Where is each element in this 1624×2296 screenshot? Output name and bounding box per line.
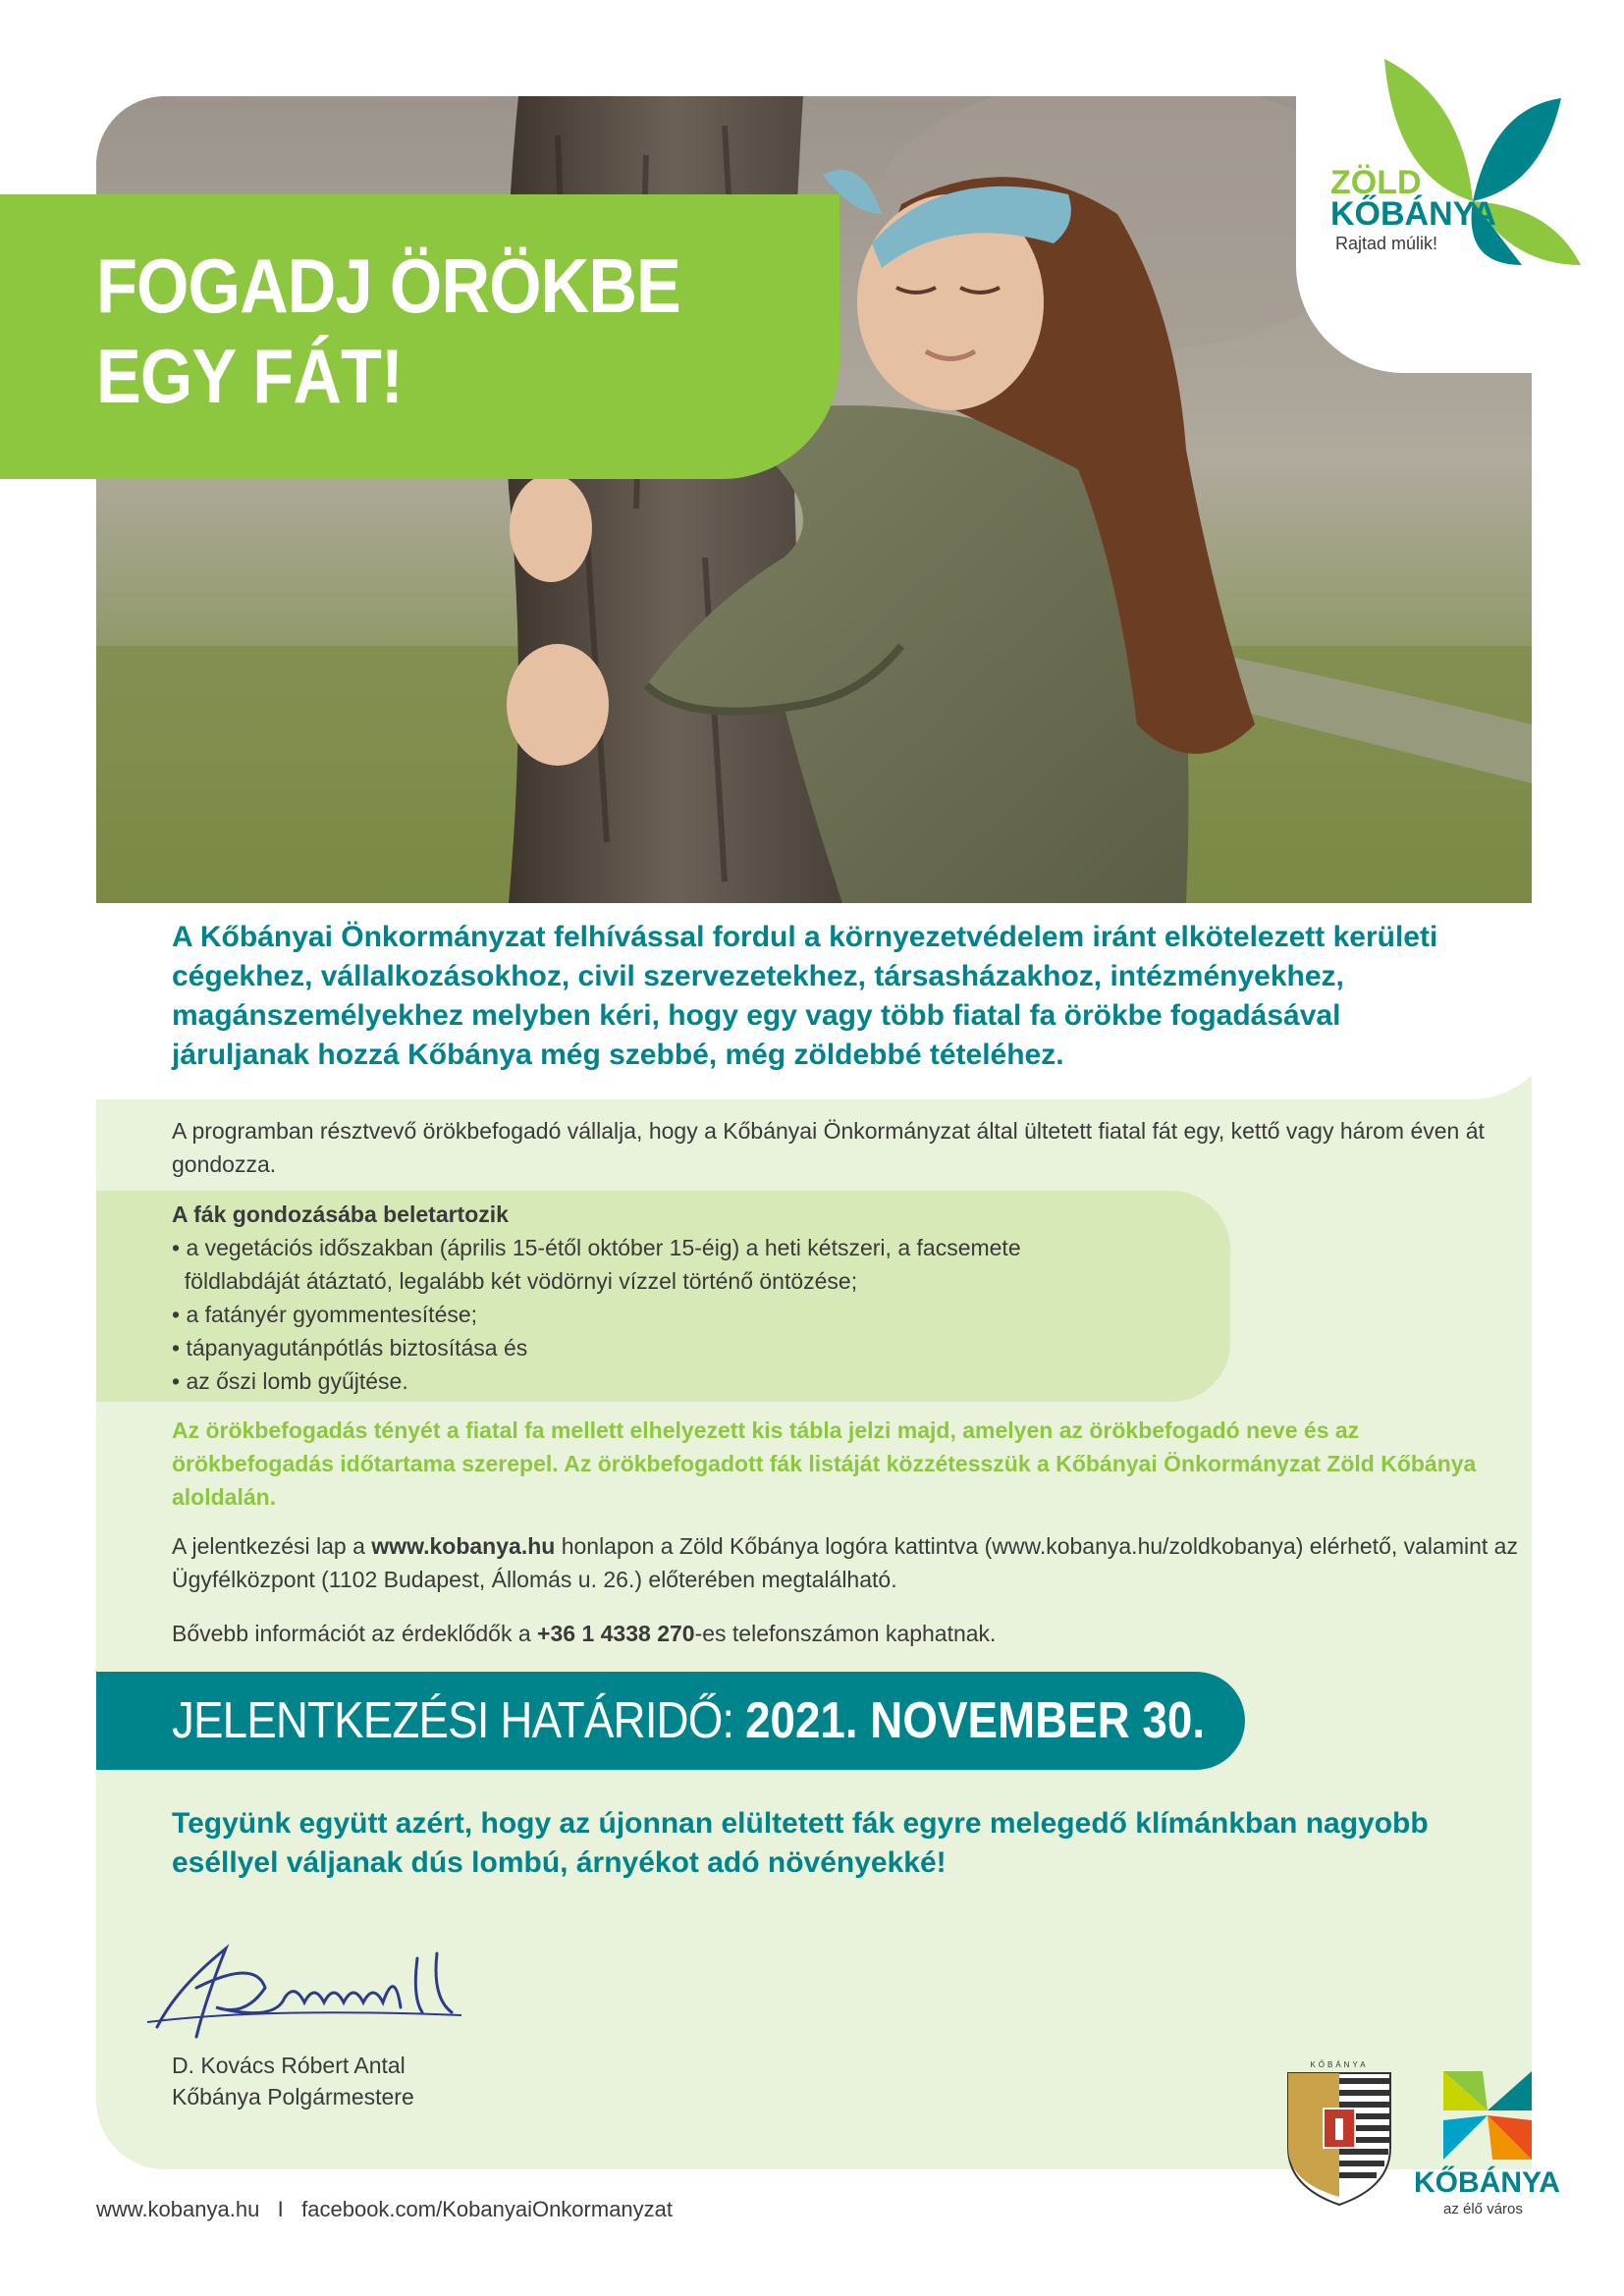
deadline-text [172,1690,1205,1751]
logo-tagline: Rajtad múlik! [1335,234,1438,253]
care-title: A fák gondozásába beletartozik [172,1201,509,1227]
title-line-1: FOGADJ ÖRÖKBE [96,242,680,329]
city-logo-name: KŐBÁNYA [1414,2166,1560,2199]
application-paragraph [172,1529,1527,1596]
info-paragraph [172,1617,1527,1650]
care-item: földlabdáját átáztató, legalább két vödörnyi vízzel történő öntözése; [172,1268,858,1294]
info-text-before: Bővebb információt az érdeklődők a [172,1621,538,1646]
info-text-after: -es telefonszámon kaphatnak. [694,1621,997,1646]
kobanya-coat-of-arms [1284,2059,1394,2207]
program-paragraph: A programban résztvevő örökbefogadó vállalja, hogy a Kőbányai Önkormányzat által ültetett fiatal fát egy, kettő vagy három éven át gondozza. [172,1118,1485,1177]
adoption-sign-paragraph: Az örökbefogadás tényét a fiatal fa mellett elhelyezett kis tábla jelzi majd, amelyen az örökbefogadó neve és az örökbefogadás időtartama szerepel. Az örökbefogadott fák listáját közzétesszük a Kőbányai Önkormányzat Zöld Kőbánya aloldalán. [172,1417,1477,1510]
deadline-date: 2021. NOVEMBER 30. [745,1692,1206,1749]
signer-title: Kőbánya Polgármestere [172,2084,414,2109]
crest-label: KŐBÁNYA [1310,2060,1369,2069]
logo-word-kobanya: KŐBÁNYA [1330,195,1496,233]
care-item: • az őszi lomb gyűjtése. [172,1368,408,1394]
page-title [96,240,719,421]
application-text-after: honlapon a Zöld Kőbánya logóra kattintva (www.kobanya.hu/zoldkobanya) elérhető, valamint az Ügyfélközpont (1102 Budapest, Állomás u. 26.) előterében megtalálható. [172,1533,1518,1592]
deadline-label: JELENTKEZÉSI HATÁRIDŐ: [172,1692,746,1749]
kobanya-city-logo [1434,2061,1542,2169]
footer-website-link[interactable]: www.kobanya.hu [96,2197,260,2221]
city-logo-tagline: az élő város [1443,2201,1523,2217]
closing-paragraph: Tegyünk együtt azért, hogy az újonnan elültetett fák egyre melegedő klímánkban nagyobb eséllyel váljanak dús lombú, árnyékot adó növényekké! [172,1807,1429,1879]
signer-block [172,2050,414,2112]
care-item: • a fatányér gyommentesítése; [172,1302,478,1327]
footer [96,2197,673,2222]
care-item: • a vegetációs időszakban (április 15-étől október 15-éig) a heti kétszeri, a facsemete [172,1235,1021,1260]
phone-number: +36 1 4338 270 [537,1621,695,1646]
care-item: • tápanyagutánpótlás biztosítása és [172,1335,528,1361]
title-line-2: EGY FÁT! [96,333,404,419]
website-link[interactable]: www.kobanya.hu [371,1533,556,1559]
logo-word-zold: ZÖLD [1330,164,1422,201]
intro-paragraph: A Kőbányai Önkormányzat felhívással fordul a környezetvédelem iránt elkötelezett kerületi cégekhez, vállalkozásokhoz, civil szervezetekhez, társasházakhoz, intézményekhez, magánszemélyekhez melyben kéri, hogy egy vagy több fiatal fa örökbe fogadásával járuljanak hozzá Kőbánya még szebbé, még zöldebbé tételéhez. [172,921,1438,1071]
application-text-before: A jelentkezési lap a [172,1533,372,1559]
signer-name: D. Kovács Róbert Antal [172,2053,406,2078]
footer-separator: I [277,2197,284,2221]
footer-facebook-link[interactable]: facebook.com/KobanyaiOnkormanyzat [301,2197,674,2221]
care-list [172,1231,1213,1398]
handwritten-signature [137,1929,471,2047]
